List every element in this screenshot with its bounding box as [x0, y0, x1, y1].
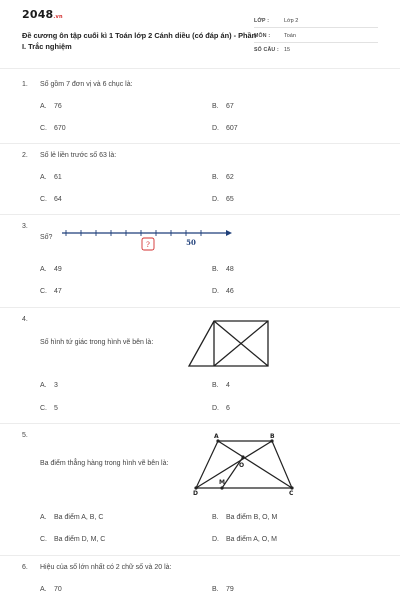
question-2-number: 2.: [22, 152, 28, 159]
q5-option-c[interactable]: C. Ba điểm D, M, C: [40, 536, 106, 543]
question-4-text: Số hình tứ giác trong hình vẽ bên là:: [40, 339, 154, 346]
q4-option-a[interactable]: A. 3: [40, 382, 58, 389]
question-5-number: 5.: [22, 432, 28, 439]
meta-value-subject: Toán: [284, 33, 296, 39]
question-separator: [0, 307, 400, 308]
q6-option-b[interactable]: B. 79: [212, 586, 234, 593]
meta-label-count: SỐ CÂU :: [254, 47, 279, 53]
q4-option-d[interactable]: D. 6: [212, 405, 230, 412]
point-label-m: M: [219, 479, 225, 486]
meta-value-count: 15: [284, 47, 291, 53]
question-separator: [0, 423, 400, 424]
question-1-text: Số gồm 7 đơn vị và 6 chục là:: [40, 81, 133, 88]
point-label-d: D: [193, 490, 198, 497]
q4-option-c[interactable]: C. 5: [40, 405, 58, 412]
logo-ext: .vn: [53, 14, 63, 20]
question-4-number: 4.: [22, 316, 28, 323]
question-5-text: Ba điểm thẳng hàng trong hình vẽ bên là:: [40, 460, 169, 467]
q5-option-d[interactable]: D. Ba điểm A, O, M: [212, 536, 277, 543]
question-3-text: Số?: [40, 234, 53, 241]
trapezoid-figure: [190, 433, 300, 495]
point-label-a: A: [214, 433, 219, 440]
q1-option-d[interactable]: D. 607: [212, 125, 238, 132]
q1-option-a[interactable]: A. 76: [40, 103, 62, 110]
q3-option-c[interactable]: C. 47: [40, 288, 62, 295]
logo-main: 2048: [22, 8, 54, 21]
quadrilateral-figure: [188, 320, 270, 368]
question-6-text: Hiệu của số lớn nhất có 2 chữ số và 20 là:: [40, 564, 172, 571]
meta-label-class: LỚP :: [254, 18, 270, 24]
header-separator: [0, 68, 400, 69]
q2-option-a[interactable]: A. 61: [40, 174, 62, 181]
question-3-number: 3.: [22, 223, 28, 230]
question-separator: [0, 555, 400, 556]
question-1-number: 1.: [22, 81, 28, 88]
meta-label-subject: MÔN :: [254, 33, 271, 39]
number-line-mark-label: 50: [186, 238, 196, 247]
point-label-c: C: [289, 490, 294, 497]
q1-option-b[interactable]: B. 67: [212, 103, 234, 110]
q1-option-c[interactable]: C. 670: [40, 125, 66, 132]
number-line-figure: [62, 226, 232, 250]
q3-option-b[interactable]: B. 48: [212, 266, 234, 273]
q2-option-d[interactable]: D. 65: [212, 196, 234, 203]
question-separator: [0, 143, 400, 144]
q6-option-a[interactable]: A. 70: [40, 586, 62, 593]
q3-option-a[interactable]: A. 49: [40, 266, 62, 273]
meta-divider: [254, 42, 378, 43]
point-label-o: O: [239, 462, 245, 469]
number-line-unknown-box: ?: [146, 241, 150, 249]
question-separator: [0, 214, 400, 215]
q4-option-b[interactable]: B. 4: [212, 382, 230, 389]
point-label-b: B: [270, 433, 275, 440]
q5-option-b[interactable]: B. Ba điểm B, O, M: [212, 514, 278, 521]
q3-option-d[interactable]: D. 46: [212, 288, 234, 295]
page-title: Đề cương ôn tập cuối kì 1 Toán lớp 2 Cánh diều (có đáp án) - Phần I. Trắc nghiệm: [22, 31, 257, 51]
q2-option-b[interactable]: B. 62: [212, 174, 234, 181]
site-logo[interactable]: [22, 8, 63, 21]
question-2-text: Số lẻ liền trước số 63 là:: [40, 152, 117, 159]
meta-value-class: Lớp 2: [284, 18, 299, 24]
q5-option-a[interactable]: A. Ba điểm A, B, C: [40, 514, 104, 521]
q2-option-c[interactable]: C. 64: [40, 196, 62, 203]
meta-divider: [254, 27, 378, 28]
question-6-number: 6.: [22, 564, 28, 571]
